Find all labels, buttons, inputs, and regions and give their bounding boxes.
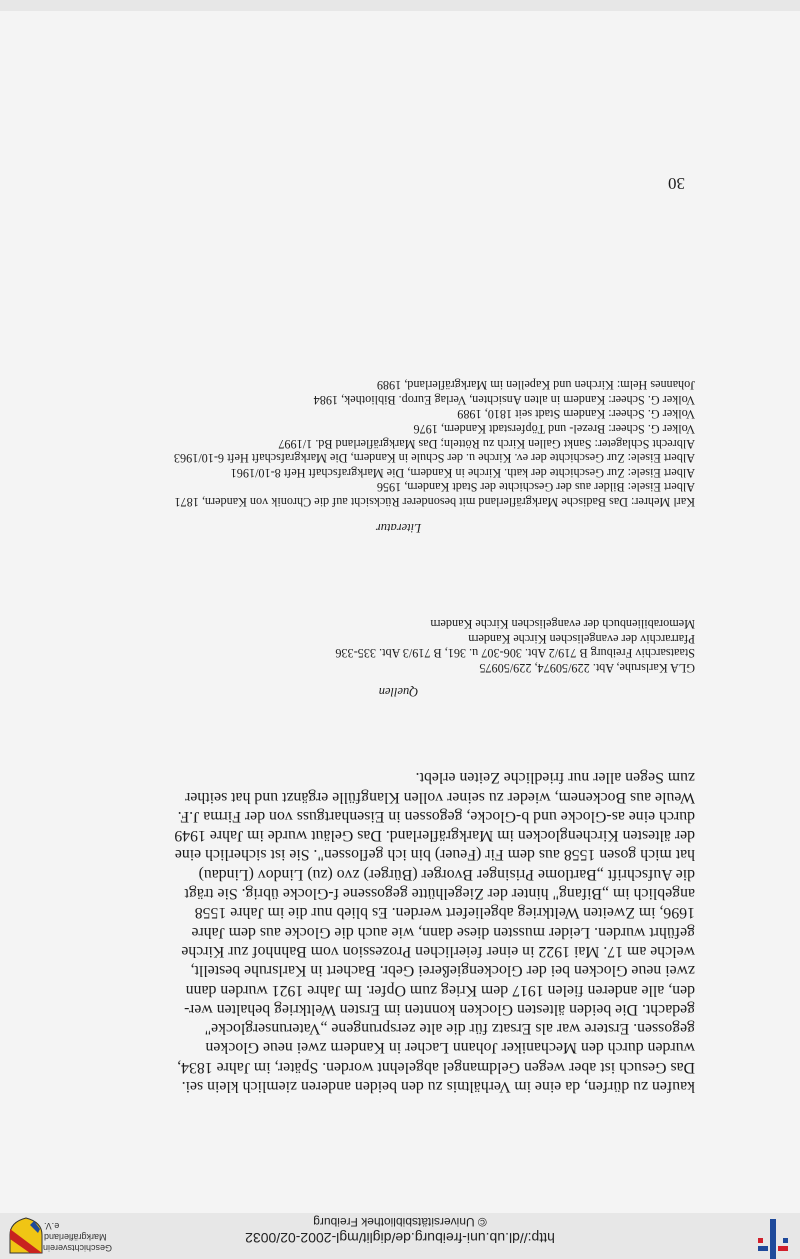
list-item: Karl Mehrer: Das Badische Markgräflerland mit besonderer Rücksicht auf die Chronik von Kandern, 1871 xyxy=(174,495,695,509)
page-number: 30 xyxy=(668,174,685,193)
viewer-header xyxy=(0,1213,800,1259)
list-item: GLA Karlsruhe, Abt. 229/50974, 229/50975 xyxy=(479,661,695,675)
list-item: Memorabilienbuch der evangelischen Kirche Kandern xyxy=(430,617,695,632)
sources-list xyxy=(95,617,695,675)
list-item: Volker G. Scheer: Kandern in alten Ansichten, Verlag Europ. Bibliothek, 1984 xyxy=(313,392,695,407)
list-item: Albert Eisele: Zur Geschichte der kath. Kirche in Kandern, Die Markgrafschaft Heft 8-10/1961 xyxy=(230,465,695,480)
viewer-footer-strip xyxy=(0,0,800,11)
list-item: Johannes Helm: Kirchen und Kapellen im Markgräflerland, 1989 xyxy=(376,378,695,393)
literature-heading: Literatur xyxy=(375,521,422,535)
list-item: Volker G. Scheer: Brezel- und Töpferstadt Kandern, 1976 xyxy=(413,422,695,437)
list-item: Albert Eisele: Bilder aus der Geschichte der Stadt Kandern, 1956 xyxy=(376,480,695,495)
society-name: Geschichtsverein Markgräflerland e.V. xyxy=(42,1221,112,1253)
document-url[interactable]: http://dl.ub.uni-freiburg.de/diglit/mgl-2002-02/0032 xyxy=(245,1230,555,1246)
list-item: Volker G. Scheer: Kandern Stadt seit 1810, 1989 xyxy=(457,407,695,422)
copyright-notice: © Universitätsbibliothek Freiburg xyxy=(313,1215,487,1229)
society-coat-of-arms-icon xyxy=(8,1217,44,1255)
list-item: Albert Eisele: Zur Geschichte der ev. Kirche u. der Schule in Kandern, Die Markgrafschaft Heft 6-10/1963 xyxy=(173,451,695,466)
literature-list xyxy=(95,378,695,509)
list-item: Albrecht Schlageter: Sankt Gallen Kirch zu Rötteln; Das Markgräflerland Bd. 1/1997 xyxy=(278,436,695,451)
list-item: Staatsarchiv Freiburg B 719/2 Abt. 306-307 u. 361, B 719/3 Abt. 335-336 xyxy=(335,646,695,661)
sources-heading: Quellen xyxy=(378,685,419,699)
list-item: Pfarrarchiv der evangelischen Kirche Kandern xyxy=(468,631,695,646)
body-paragraph: kaufen zu dürfen, da eine im Verhältnis zu den beiden anderen ziemlich klein sei. Das Gesuch ist aber wegen Geldmangel abgelehnt worden. Später, im Jahre 1834, wurden durch den Mechaniker Johann Lacher in Kandern zwei neue Glocken gegossen. Erstere war als Ersatz für die alte zersprungene „Vaterunserglocke" gedacht. Die beiden ältesten Glocken konnten im Ersten Weltkrieg behalten wer- den, alle anderen fielen 1917 dem Krieg zum Opfer. Im Jahre 1921 wurden dann zwei neue Glocken bei der Glockengießerei Gebr. Bachert in Karlsruhe bestellt, welche am 17. Mai 1922 in einer feierlichen Prozession vom Bahnhof zur Kirche geführt wurden. Leider mussten diese dann, wie auch die Glocke aus dem Jahre 1696, im Zweiten Weltkrieg abgeliefert werden. Es blieb nur die im Jahre 1558 angeblich im „Bifang" hinter der Ziegelhütte gegossene f-Glocke übrig. Sie trägt die Aufschrift „Bartlome Prisinger Bvorger (Bürger) zvo (zu) Lindov (Lindau) hat mich gosen 1558 aus dem Fir (Feuer) bin ich geflossen". Sie ist sicherlich eine der ältesten Kirchenglocken im Markgräflerland. Das Geläut wurde im Jahre 1949 durch eine as-Glocke und b-Glocke, gegossen in Eisenhartguss von der Firma J.F. Weule aus Bockenem, wieder zu seiner vollen Klangfülle ergänzt und hat seither zum Segen aller nur friedliche Zeiten erlebt. xyxy=(174,769,695,1095)
